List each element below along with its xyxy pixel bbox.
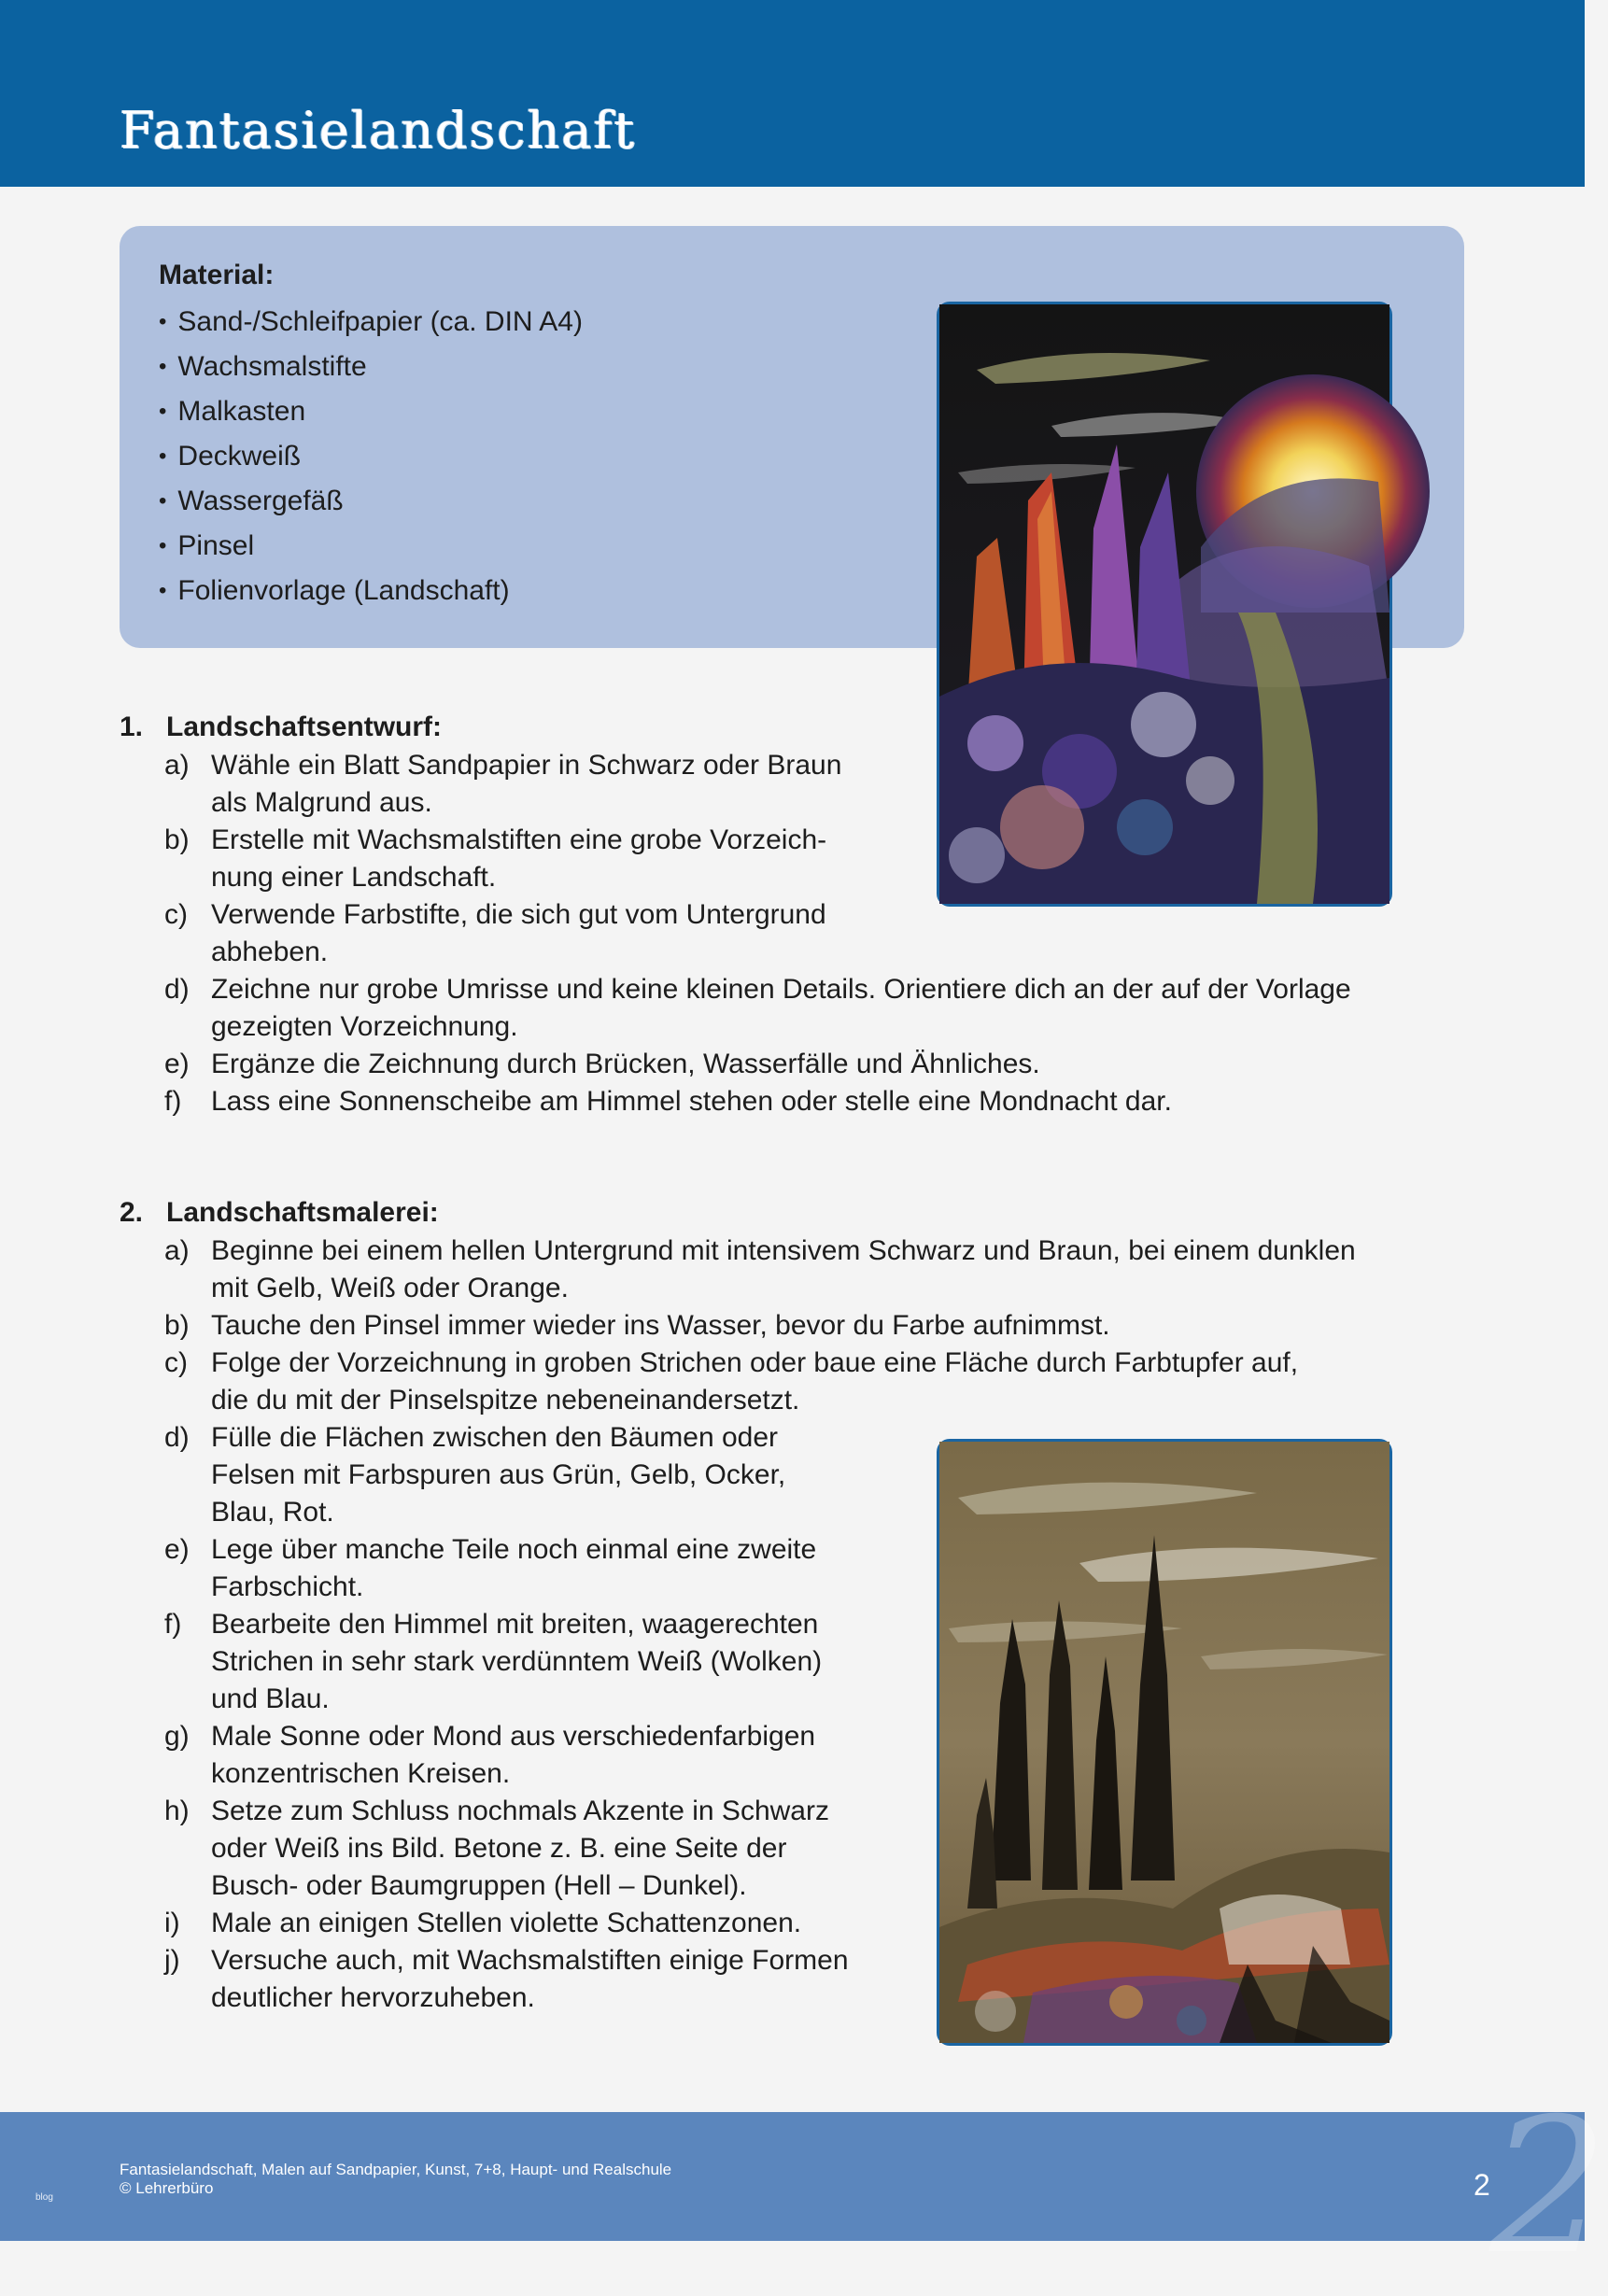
section-1-steps [164, 747, 1351, 1120]
step-line: Ergänze die Zeichnung durch Brücken, Wasserfälle und Ähnliches. [211, 1049, 1040, 1079]
step-line: Busch- oder Baumgruppen (Hell – Dunkel). [211, 1870, 747, 1901]
footer-copyright: © Lehrerbüro [120, 2179, 214, 2197]
step-line: Strichen in sehr stark verdünntem Weiß (Wolken) [211, 1646, 823, 1677]
step-item [164, 1307, 1356, 1345]
step-line: Verwende Farbstifte, die sich gut vom Untergrund [211, 899, 826, 930]
tree-landscape-image [939, 1442, 1389, 2043]
page-number-watermark: 2 [1489, 2078, 1608, 2296]
step-letter: e) [164, 1534, 190, 1565]
material-item: • Folienvorlage (Landschaft) [159, 570, 583, 614]
step-item [164, 1233, 1356, 1307]
step-letter: c) [164, 899, 188, 930]
step-line: die du mit der Pinselspitze nebeneinandersetzt. [211, 1385, 800, 1416]
step-line: oder Weiß ins Bild. Betone z. B. eine Seite der [211, 1833, 787, 1864]
page-number: 2 [1474, 2168, 1490, 2202]
step-letter: c) [164, 1347, 188, 1378]
step-line: abheben. [211, 937, 329, 967]
step-line: Bearbeite den Himmel mit breiten, waagerechten [211, 1609, 819, 1640]
step-line: Lege über manche Teile noch einmal eine zweite [211, 1534, 817, 1565]
step-letter: a) [164, 1235, 190, 1266]
step-letter: j) [164, 1945, 180, 1976]
step-line: Tauche den Pinsel immer wieder ins Wasser, bevor du Farbe aufnimmst. [211, 1310, 1110, 1341]
step-letter: h) [164, 1796, 190, 1826]
step-letter: b) [164, 824, 190, 855]
step-line: als Malgrund aus. [211, 787, 432, 818]
step-line: Erstelle mit Wachsmalstiften eine grobe Vorzeich- [211, 824, 827, 855]
step-line: deutlicher hervorzuheben. [211, 1982, 535, 2013]
material-item: • Pinsel [159, 525, 583, 570]
step-item [164, 1345, 1356, 1419]
page-title: Fantasielandschaft [120, 101, 637, 160]
material-list [159, 301, 583, 614]
step-line: und Blau. [211, 1683, 330, 1714]
material-item: • Malkasten [159, 390, 583, 435]
step-line: Versuche auch, mit Wachsmalstiften einige Formen [211, 1945, 849, 1976]
step-line: Lass eine Sonnenscheibe am Himmel stehen oder stelle eine Mondnacht dar. [211, 1086, 1172, 1117]
step-letter: d) [164, 1422, 190, 1453]
step-letter: a) [164, 750, 190, 781]
section-1-heading: Landschaftsentwurf: [166, 711, 443, 742]
section-1-title [120, 711, 442, 743]
step-line: Fülle die Flächen zwischen den Bäumen oder [211, 1422, 779, 1453]
section-2-number: 2. [120, 1197, 144, 1228]
section-2-title [120, 1197, 439, 1229]
footer-tiny-label: blog [35, 2192, 53, 2203]
step-item [164, 747, 1351, 822]
material-item: • Wassergefäß [159, 480, 583, 525]
step-line: Setze zum Schluss nochmals Akzente in Schwarz [211, 1796, 829, 1826]
step-letter: g) [164, 1721, 190, 1752]
step-letter: e) [164, 1049, 190, 1079]
step-line: Folge der Vorzeichnung in groben Strichen oder baue eine Fläche durch Farbtupfer auf, [211, 1347, 1299, 1378]
step-line: gezeigten Vorzeichnung. [211, 1011, 518, 1042]
step-line: Blau, Rot. [211, 1497, 334, 1528]
step-line: Male an einigen Stellen violette Schattenzonen. [211, 1908, 802, 1938]
material-item: • Deckweiß [159, 435, 583, 480]
step-item [164, 896, 1351, 971]
step-item [164, 1046, 1351, 1083]
step-letter: d) [164, 974, 190, 1005]
section-1-number: 1. [120, 711, 144, 742]
step-line: Farbschicht. [211, 1571, 364, 1602]
step-item [164, 1083, 1351, 1120]
step-item [164, 971, 1351, 1046]
step-line: nung einer Landschaft. [211, 862, 497, 893]
material-item: • Sand-/Schleifpapier (ca. DIN A4) [159, 301, 583, 345]
page-header [0, 0, 1585, 187]
step-line: konzentrischen Kreisen. [211, 1758, 511, 1789]
material-title: Material: [159, 260, 275, 290]
footer-source: Fantasielandschaft, Malen auf Sandpapier, Kunst, 7+8, Haupt- und Realschule [120, 2161, 672, 2178]
step-letter: f) [164, 1086, 182, 1117]
step-line: Wähle ein Blatt Sandpapier in Schwarz oder Braun [211, 750, 842, 781]
step-line: Zeichne nur grobe Umrisse und keine kleinen Details. Orientiere dich an der auf der Vorlage [211, 974, 1351, 1005]
section-2-heading: Landschaftsmalerei: [166, 1197, 439, 1228]
tree-landscape-painting [937, 1439, 1392, 2046]
step-item [164, 822, 1351, 896]
step-letter: i) [164, 1908, 180, 1938]
step-line: Beginne bei einem hellen Untergrund mit intensivem Schwarz und Braun, bei einem dunklen [211, 1235, 1356, 1266]
step-line: Male Sonne oder Mond aus verschiedenfarbigen [211, 1721, 816, 1752]
step-line: mit Gelb, Weiß oder Orange. [211, 1273, 569, 1303]
step-line: Felsen mit Farbspuren aus Grün, Gelb, Ocker, [211, 1459, 786, 1490]
page-footer [0, 2078, 1608, 2296]
material-item: • Wachsmalstifte [159, 345, 583, 390]
step-letter: b) [164, 1310, 190, 1341]
step-letter: f) [164, 1609, 182, 1640]
